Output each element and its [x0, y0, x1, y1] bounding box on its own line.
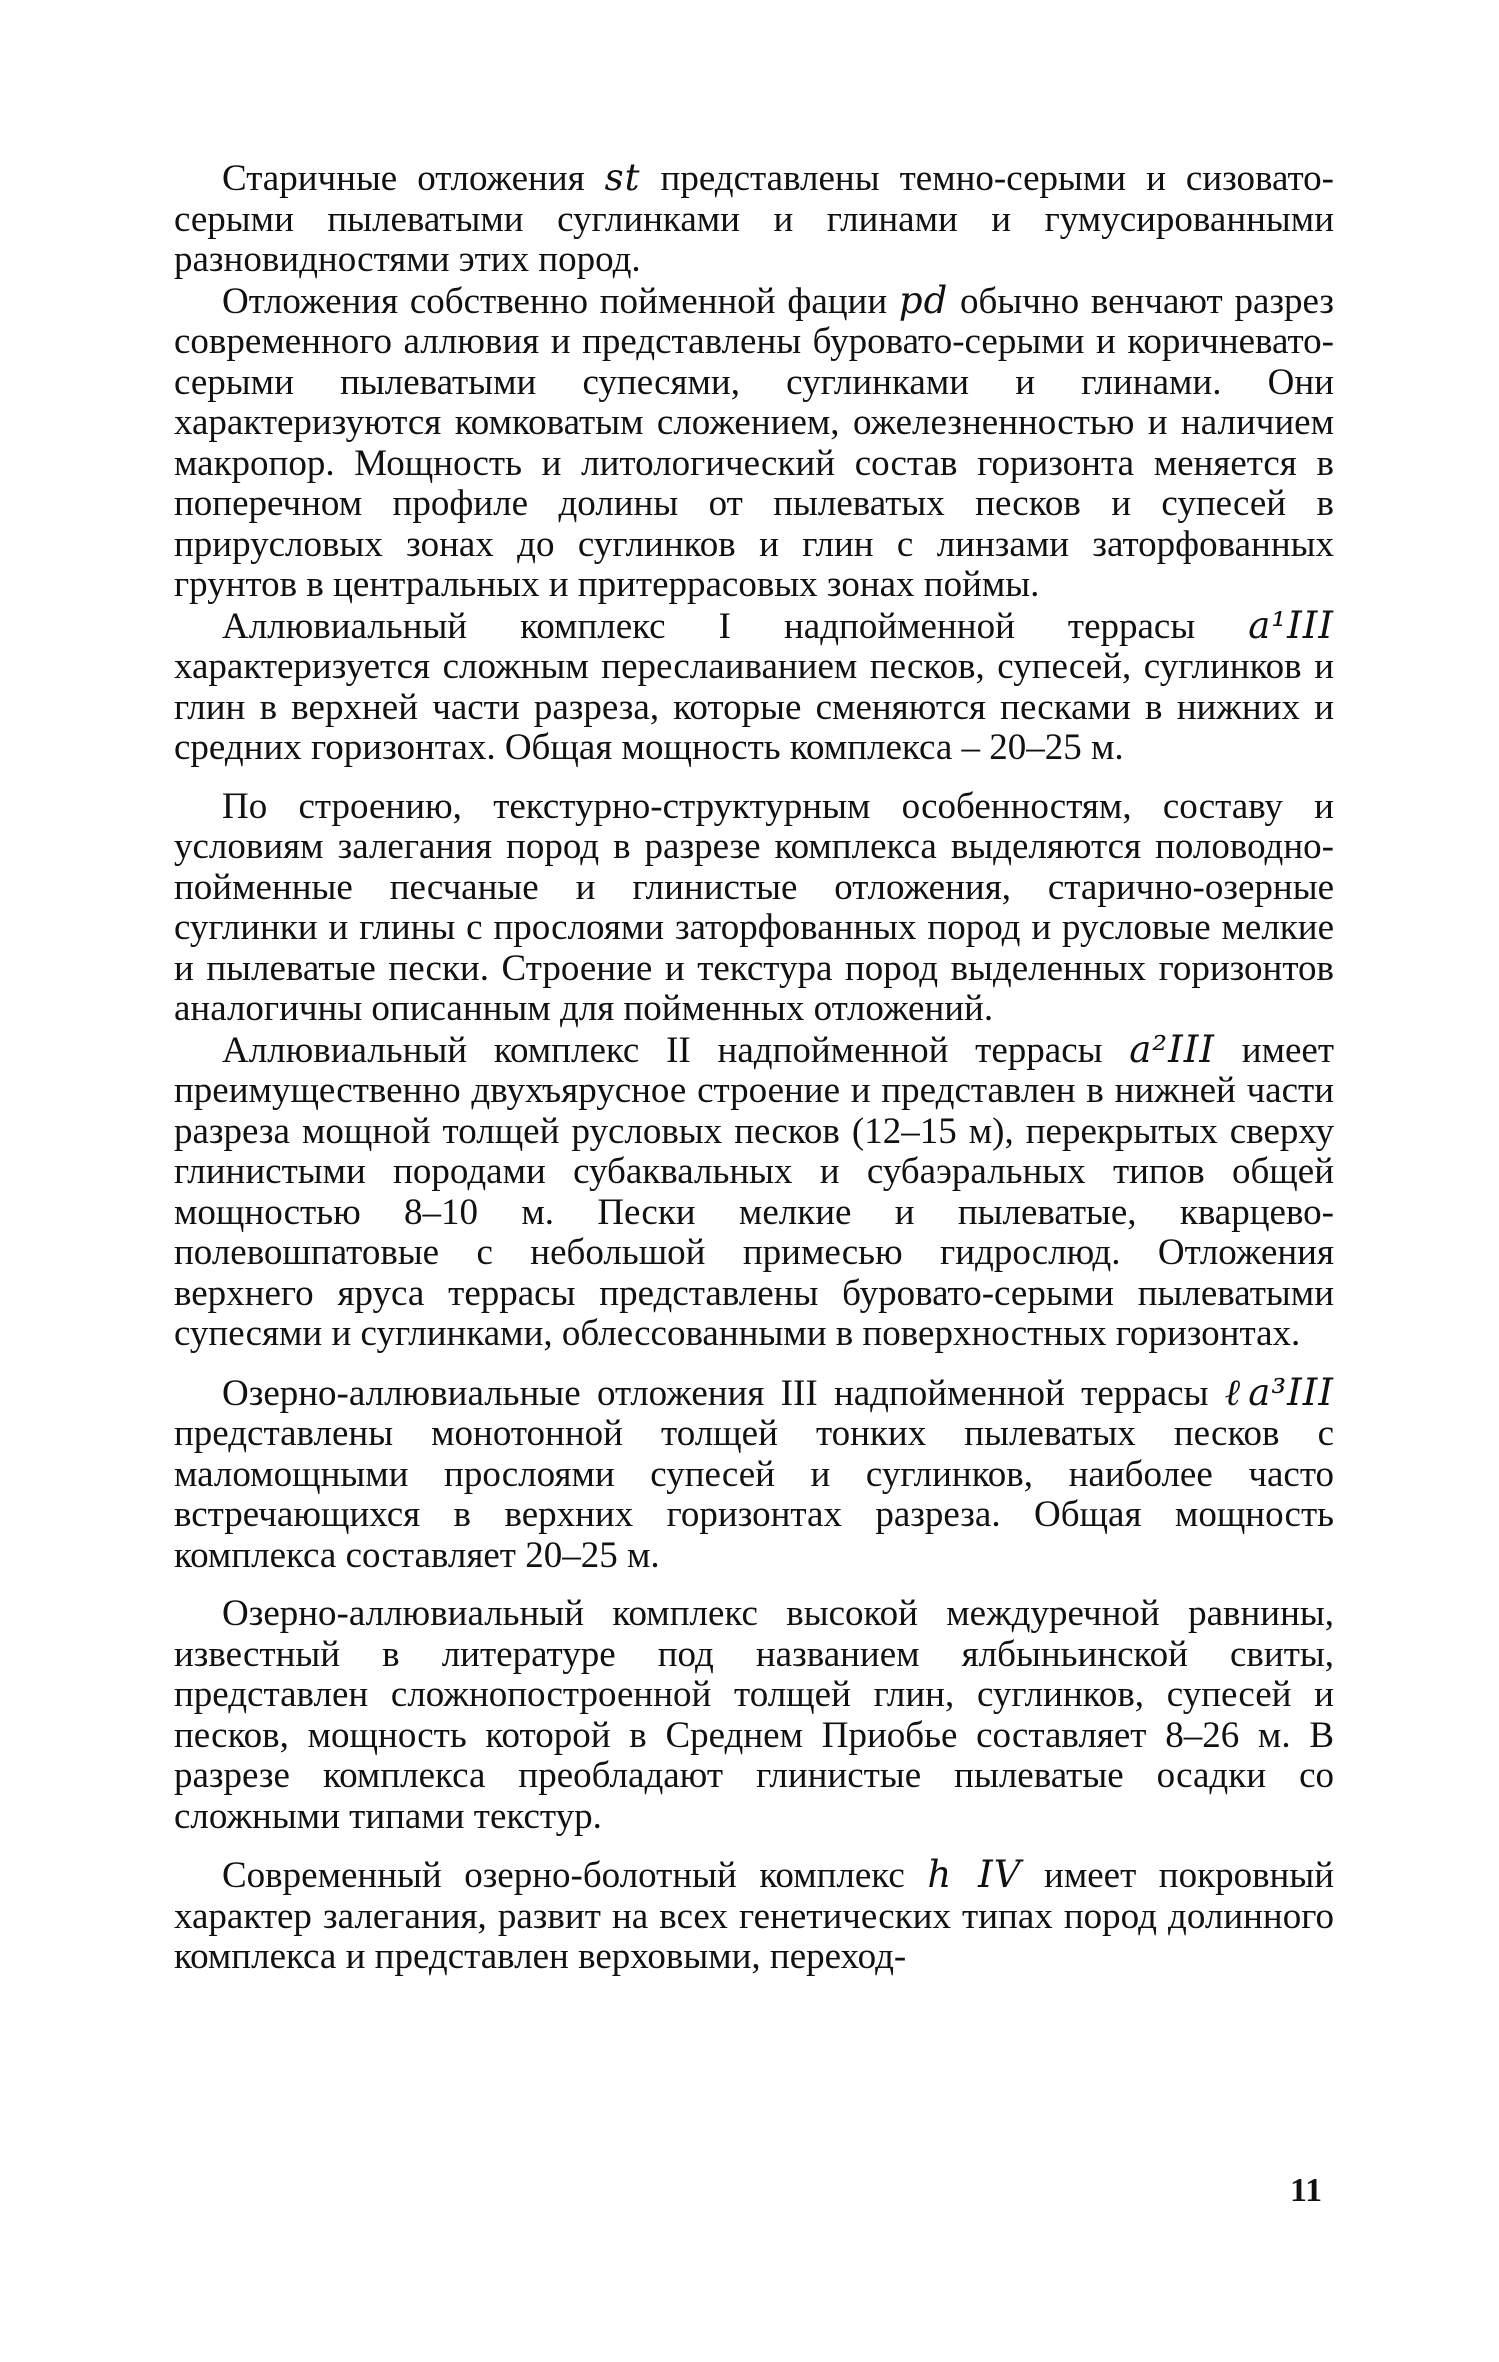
paragraph-interfluve-plain: Озерно-аллювиальный комплекс высокой междуречной равнины, известный в литературе под названием ялбыньинской свиты, представлен сложнопостроенной толщей глин, суглинков, супесей и песков, мощность которой в Среднем Приобье составляет 8–26 м. В разрезе комплекса преобладают глинистые пылеватые осадки со сложными типами текстур.	[174, 1593, 1334, 1837]
paragraph-terrace-3: Озерно-аллювиальные отложения III надпойменной террасы ℓa³III представлены монотонной толщей тонких пылеватых песков с маломощными прослоями супесей и суглинков, наиболее часто встречающихся в верхних горизонтах разреза. Общая мощность комплекса составляет 20–25 м.	[174, 1370, 1334, 1576]
paragraph-old-channel-deposits: Старичные отложения st представлены темно-серыми и сизовато-серыми пылеватыми суглинками и глинами и гумусированными разновидностями этих пород.	[174, 156, 1334, 280]
paragraph-structure: По строению, текстурно-структурным особенностям, составу и условиям залегания пород в разрезе комплекса выделяются половодно-пойменные песчаные и глинистые отложения, старично-озерные суглинки и глины с прослоями заторфованных пород и русловые мелкие и пылеватые пески. Строение и текстура пород выделенных горизонтов аналогичны описанным для пойменных отложений.	[174, 785, 1334, 1029]
geologic-symbol: pd	[898, 278, 949, 322]
paragraph-terrace-1: Аллювиальный комплекс I надпойменной террасы a¹III характеризуется сложным переслаиванием песков, супесей, суглинков и глин в верхней части разреза, которые сменяются песками в нижних и средних горизонтах. Общая мощность комплекса – 20–25 м.	[174, 603, 1334, 768]
geologic-symbol: a²III	[1129, 1027, 1215, 1071]
geologic-symbol: ℓa³III	[1224, 1370, 1334, 1414]
geologic-symbol: st	[604, 156, 641, 199]
geologic-symbol: a¹III	[1248, 603, 1334, 647]
geologic-symbol: h IV	[927, 1853, 1022, 1896]
body-text	[174, 158, 1334, 1978]
paragraph-floodplain-facies: Отложения собственно пойменной фации pd обычно венчают разрез современного аллювия и представлены буровато-серыми и коричневато-серыми пылеватыми супесями, суглинками и глинами. Они характеризуются комковатым сложением, ожелезненностью и наличием макропор. Мощность и литологический состав горизонта меняется в поперечном профиле долины от пылеватых песков и супесей в прирусловых зонах до суглинков и глин с линзами заторфованных грунтов в центральных и притеррасовых зонах поймы.	[174, 278, 1334, 605]
page-number: 11	[1290, 2172, 1323, 2209]
paragraph-bog-complex: Современный озерно-болотный комплекс h IV имеет покровный характер залегания, развит на всех генетических типах пород долинного комплекса и представлен верховыми, переход-	[174, 1853, 1334, 1977]
paragraph-terrace-2: Аллювиальный комплекс II надпойменной террасы a²III имеет преимущественно двухъярусное строение и представлен в нижней части разреза мощной толщей русловых песков (12–15 м), перекрытых сверху глинистыми породами субаквальных и субаэральных типов общей мощностью 8–10 м. Пески мелкие и пылеватые, кварцево-полевошпатовые с небольшой примесью гидрослюд. Отложения верхнего яруса террасы представлены буровато-серыми пылеватыми супесями и суглинками, облессованными в поверхностных горизонтах.	[174, 1027, 1334, 1354]
